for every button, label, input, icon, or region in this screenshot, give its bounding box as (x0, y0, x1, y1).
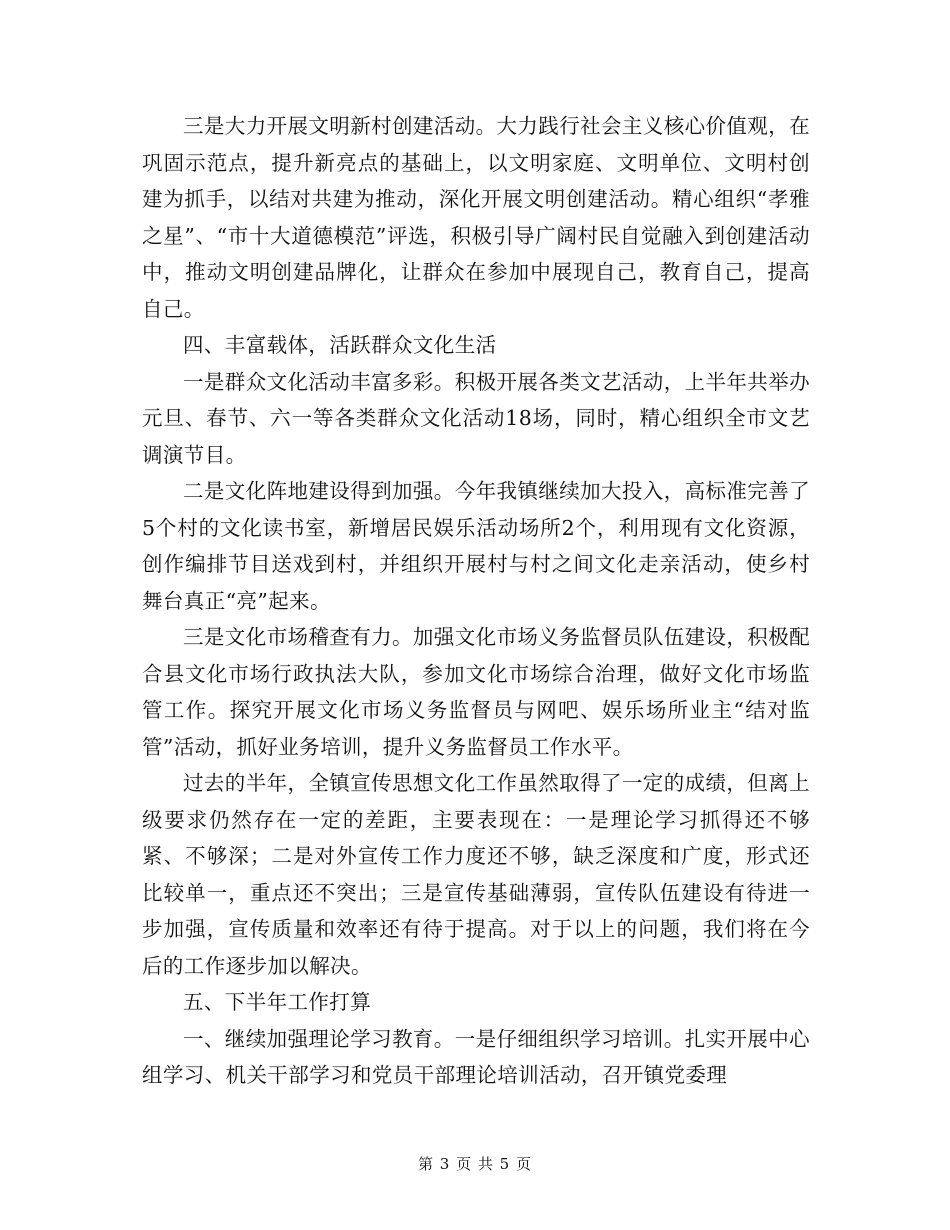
paragraph-cultural-facilities: 二是文化阵地建设得到加强。今年我镇继续加大投入，高标准完善了5个村的文化读书室，新增居民娱乐活动场所2个，利用现有文化资源，创作编排节目送戏到村，并组织开展村与村之间文化走亲活动，使乡村舞台真正“亮”起来。 (142, 479, 810, 613)
paragraph-market-inspection: 三是文化市场稽查有力。加强文化市场义务监督员队伍建设，积极配合县文化市场行政执法大队，参加文化市场综合治理，做好文化市场监管工作。探究开展文化市场义务监督员与网吧、娱乐场所业主“结对监管”活动，抓好业务培训，提升义务监督员工作水平。 (142, 625, 810, 759)
paragraph-shortcomings: 过去的半年，全镇宣传思想文化工作虽然取得了一定的成绩，但离上级要求仍然存在一定的差距，主要表现在：一是理论学习抓得还不够紧、不够深；二是对外宣传工作力度还不够，缺乏深度和广度，形式还比较单一，重点还不突出；三是宣传基础薄弱，宣传队伍建设有待进一步加强，宣传质量和效率还有待于提高。对于以上的问题，我们将在今后的工作逐步加以解决。 (142, 771, 810, 978)
paragraph-civilized-village: 三是大力开展文明新村创建活动。大力践行社会主义核心价值观，在巩固示范点，提升新亮点的基础上，以文明家庭、文明单位、文明村创建为抓手，以结对共建为推动，深化开展文明创建活动。精心组织“孝雅之星”、“市十大道德模范”评选，积极引导广阔村民自觉融入到创建活动中，推动文明创建品牌化，让群众在参加中展现自己，教育自己，提高自己。 (142, 114, 810, 321)
section-heading-plan: 五、下半年工作打算 (183, 990, 372, 1014)
section-heading-culture: 四、丰富载体，活跃群众文化生活 (183, 333, 497, 357)
page-footer: 第 3 页 共 5 页 (418, 1155, 532, 1173)
paragraph-cultural-activities: 一是群众文化活动丰富多彩。积极开展各类文艺活动，上半年共举办元旦、春节、六一等各类群众文化活动18场，同时，精心组织全市文艺调演节目。 (142, 369, 810, 467)
document-body (142, 108, 810, 1094)
paragraph-theory-study: 一、继续加强理论学习教育。一是仔细组织学习培训。扎实开展中心组学习、机关干部学习和党员干部理论培训活动，召开镇党委理 (142, 1026, 810, 1087)
